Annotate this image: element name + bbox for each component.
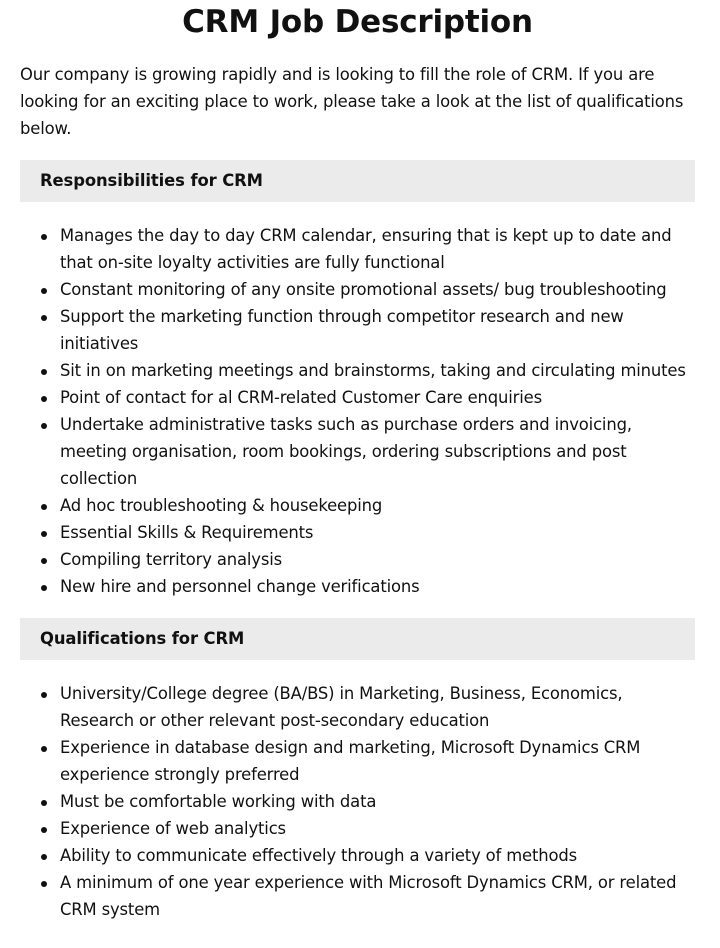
bullet-icon: [41, 800, 47, 806]
list-item: Ad hoc troubleshooting & housekeeping: [60, 492, 695, 519]
bullet-icon: [41, 558, 47, 564]
responsibilities-list: [20, 222, 695, 600]
bullet-icon: [41, 423, 47, 429]
list-item: Manages the day to day CRM calendar, ensuring that is kept up to date and that on-site loyalty activities are fully functional: [60, 222, 695, 276]
bullet-icon: [41, 234, 47, 240]
bullet-icon: [41, 585, 47, 591]
responsibilities-heading: Responsibilities for CRM: [20, 160, 695, 202]
bullet-icon: [41, 288, 47, 294]
list-item: Undertake administrative tasks such as purchase orders and invoicing, meeting organisation, room bookings, ordering subscriptions and post collection: [60, 411, 695, 492]
list-item: Must be comfortable working with data: [60, 788, 695, 815]
bullet-icon: [41, 504, 47, 510]
list-item: A minimum of one year experience with Microsoft Dynamics CRM, or related CRM system: [60, 869, 695, 923]
list-item: Constant monitoring of any onsite promotional assets/ bug troubleshooting: [60, 276, 695, 303]
list-item: Experience of web analytics: [60, 815, 695, 842]
bullet-icon: [41, 692, 47, 698]
bullet-icon: [41, 531, 47, 537]
bullet-icon: [41, 369, 47, 375]
bullet-icon: [41, 396, 47, 402]
qualifications-heading: Qualifications for CRM: [20, 618, 695, 660]
list-item: University/College degree (BA/BS) in Marketing, Business, Economics, Research or other relevant post-secondary education: [60, 680, 695, 734]
job-description-page: [20, 0, 695, 923]
list-item: Compiling territory analysis: [60, 546, 695, 573]
list-item: Ability to communicate effectively through a variety of methods: [60, 842, 695, 869]
intro-paragraph: Our company is growing rapidly and is looking to fill the role of CRM. If you are looking for an exciting place to work, please take a look at the list of qualifications below.: [20, 65, 684, 138]
qualifications-list: [20, 680, 695, 923]
list-item: Experience in database design and marketing, Microsoft Dynamics CRM experience strongly preferred: [60, 734, 695, 788]
bullet-icon: [41, 315, 47, 321]
list-item: Support the marketing function through competitor research and new initiatives: [60, 303, 695, 357]
bullet-icon: [41, 854, 47, 860]
list-item: Essential Skills & Requirements: [60, 519, 695, 546]
page-title: CRM Job Description: [182, 4, 533, 40]
bullet-icon: [41, 746, 47, 752]
bullet-icon: [41, 881, 47, 887]
list-item: Point of contact for al CRM-related Customer Care enquiries: [60, 384, 695, 411]
list-item: New hire and personnel change verifications: [60, 573, 695, 600]
list-item: Sit in on marketing meetings and brainstorms, taking and circulating minutes: [60, 357, 695, 384]
bullet-icon: [41, 827, 47, 833]
